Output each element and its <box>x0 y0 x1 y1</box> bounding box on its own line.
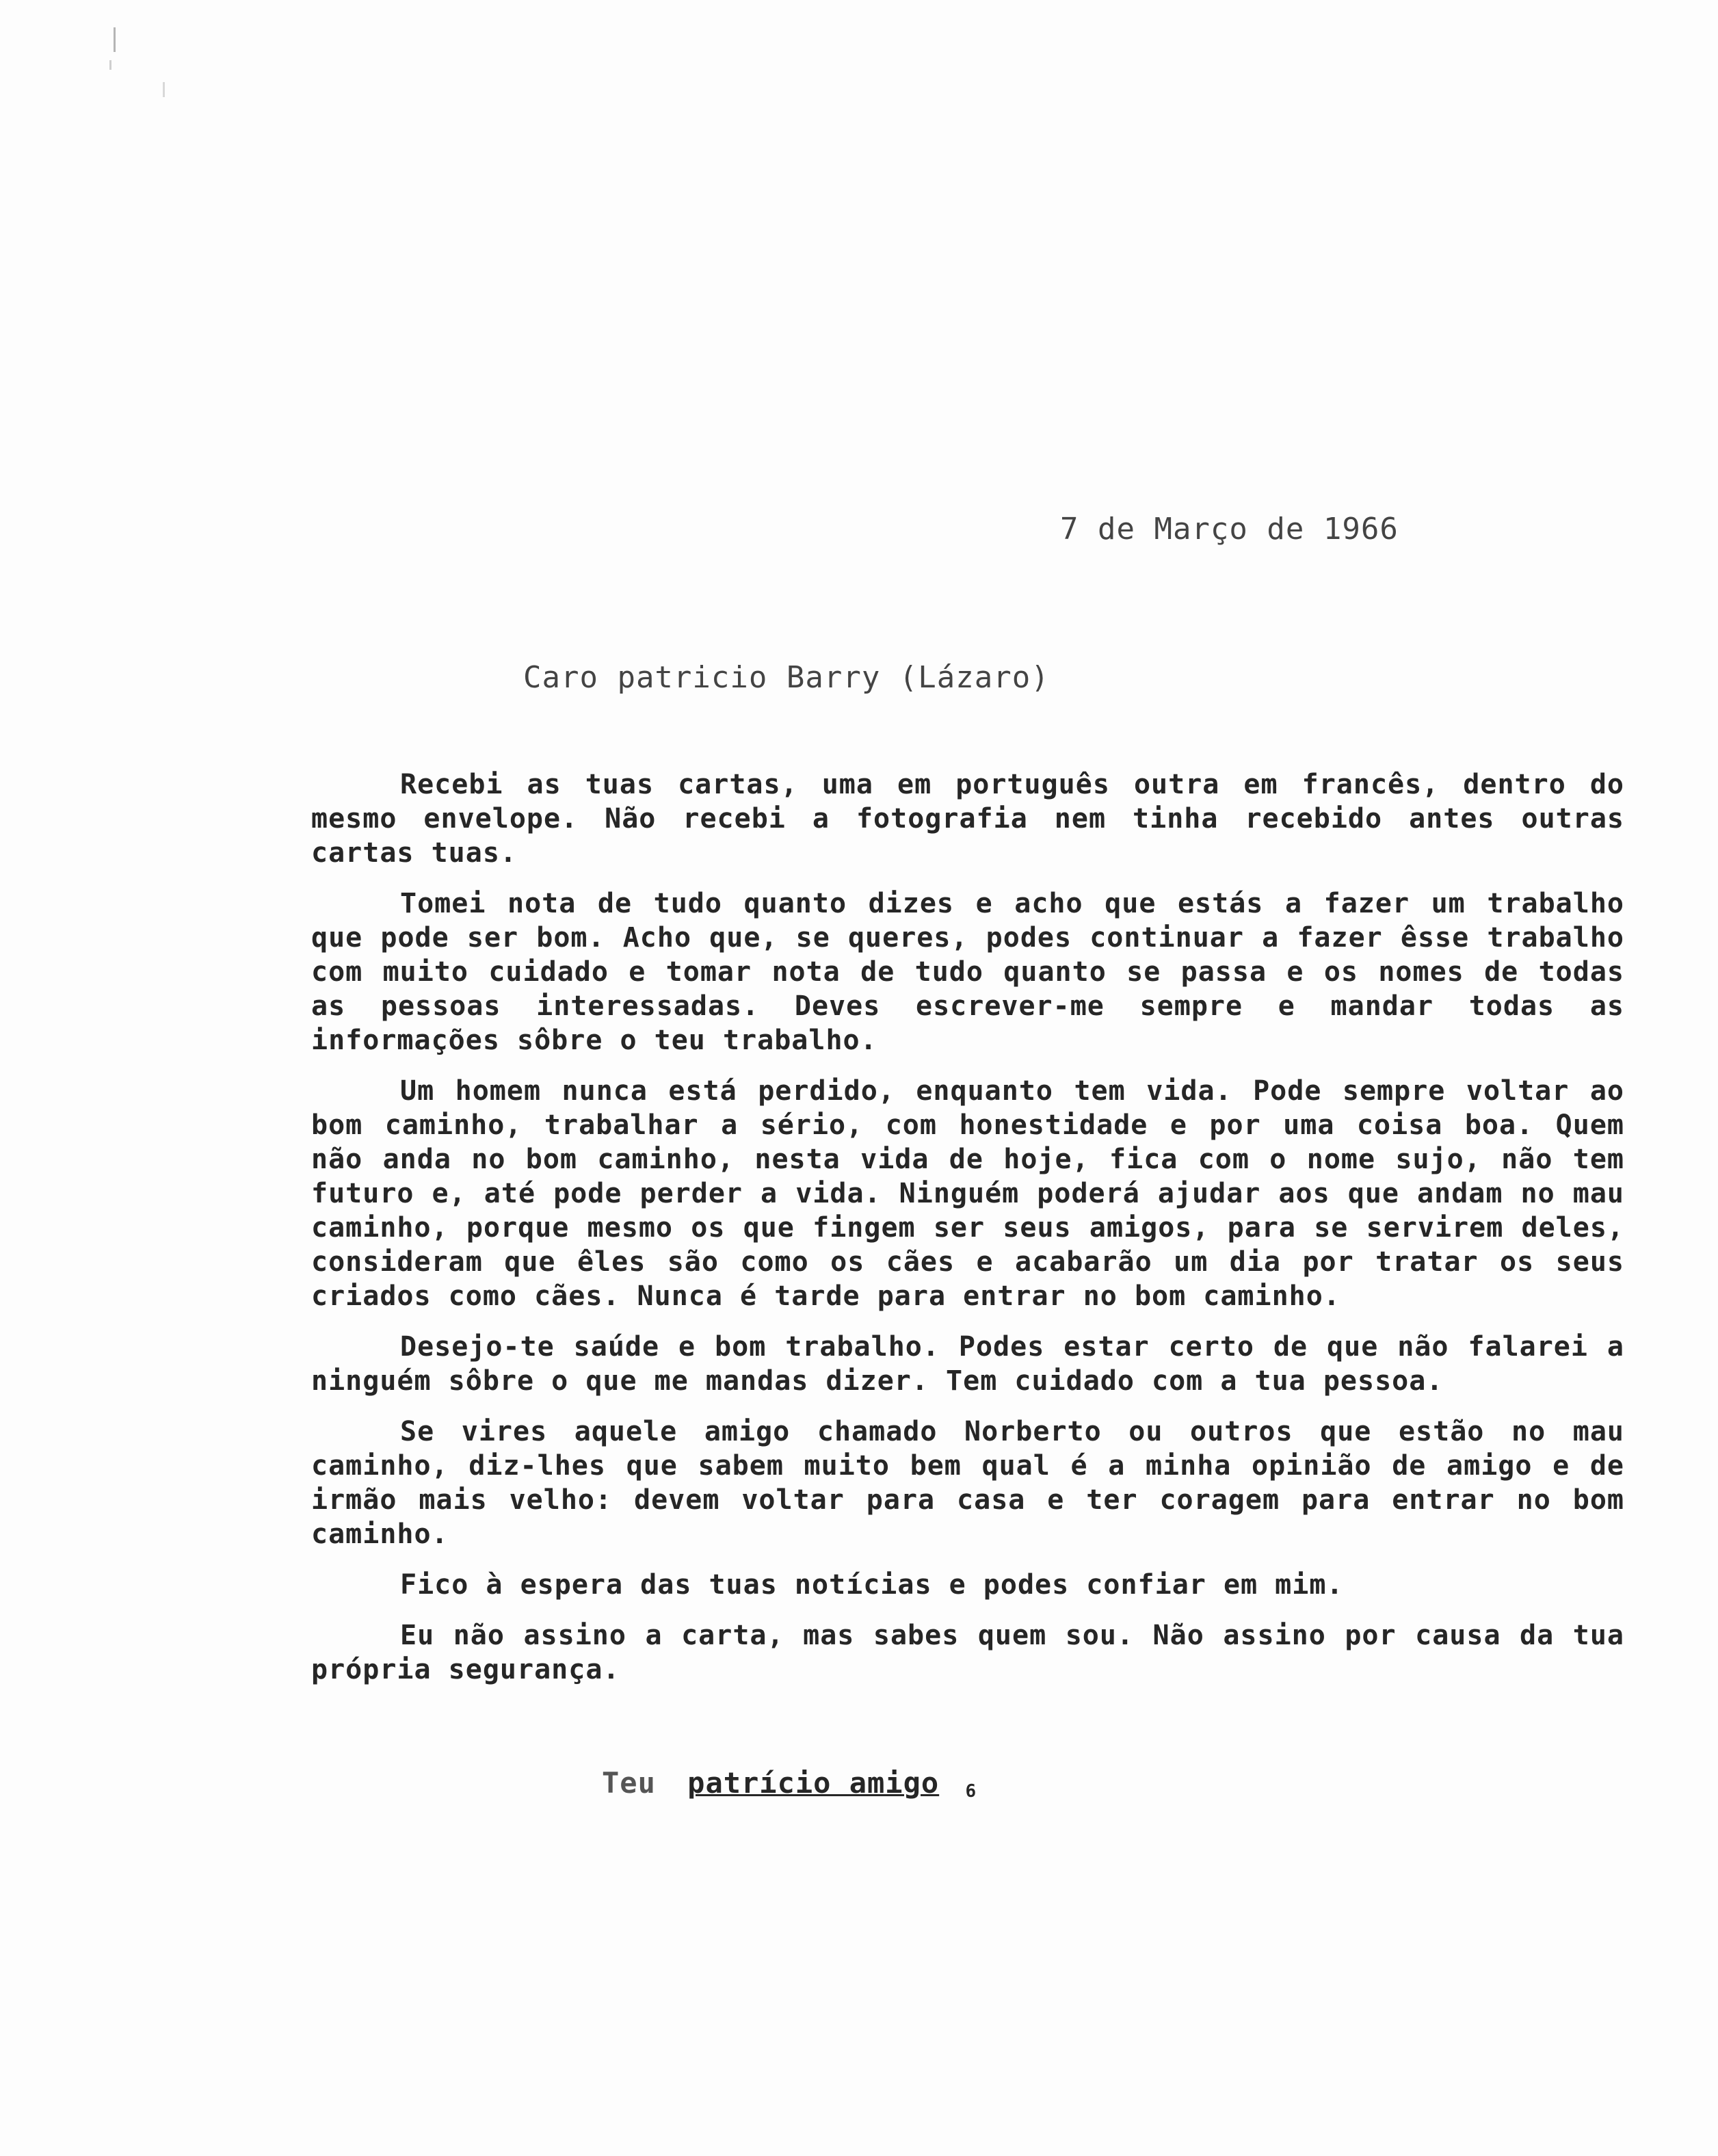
letter-paragraph: Recebi as tuas cartas, uma em português outra em francês, dentro do mesmo envelope. Não recebi a fotografia nem tinha recebido antes outras cartas tuas. <box>311 769 1624 869</box>
closing-mark: 6 <box>965 1781 977 1802</box>
letter-paragraph: Tomei nota de tudo quanto dizes e acho que estás a fazer um trabalho que pode ser bom. Acho que, se queres, podes continuar a fazer êsse trabalho com muito cuidado e tomar nota de tudo quanto se passa e os nomes de todas as pessoas interessadas. Deves escrever-me sempre e mandar todas as informações sôbre o teu trabalho. <box>311 888 1624 1056</box>
letter-date: 7 de Março de 1966 <box>1060 512 1399 547</box>
closing-word: Teu <box>602 1766 656 1800</box>
letter-salutation: Caro patricio Barry (Lázaro) <box>523 660 1050 695</box>
letter-body <box>311 767 1624 1703</box>
letter-paragraph: Fico à espera das tuas notícias e podes confiar em mim. <box>400 1569 1344 1601</box>
letter-paragraph: Desejo-te saúde e bom trabalho. Podes estar certo de que não falarei a ninguém sôbre o que me mandas dizer. Tem cuidado com a tua pessoa. <box>311 1331 1624 1397</box>
margin-speck <box>114 27 116 52</box>
letter-paragraph: Um homem nunca está perdido, enquanto tem vida. Pode sempre voltar ao bom caminho, trabalhar a sério, com honestidade e por uma coisa boa. Quem não anda no bom caminho, nesta vida de hoje, fica com o nome sujo, não tem futuro e, até pode perder a vida. Ninguém poderá ajudar aos que andam no mau caminho, porque mesmo os que fingem ser seus amigos, para se servirem deles, consideram que êles são como os cães e acabarão um dia por tratar os seus criados como cães. Nunca é tarde para entrar no bom caminho. <box>311 1075 1624 1312</box>
letter-paragraph: Se vires aquele amigo chamado Norberto ou outros que estão no mau caminho, diz-lhes que sabem muito bem qual é a minha opinião de amigo e de irmão mais velho: devem voltar para casa e ter coragem para entrar no bom caminho. <box>311 1416 1624 1550</box>
letter-closing <box>602 1766 977 1802</box>
margin-speck <box>109 60 111 70</box>
margin-speck <box>163 82 165 97</box>
closing-signature: patrício amigo <box>687 1766 940 1800</box>
letter-paragraph: Eu não assino a carta, mas sabes quem sou. Não assino por causa da tua própria segurança. <box>311 1620 1624 1685</box>
